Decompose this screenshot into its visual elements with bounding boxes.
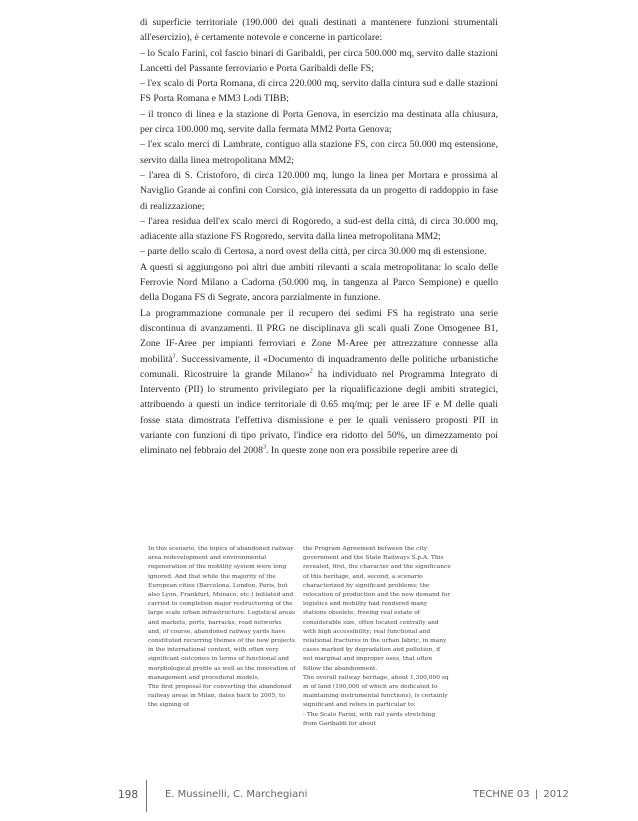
body-paragraph: – l'area residua dell'ex scalo merci di Rogoredo, a sud-est della città, di circa 30.000 mq, adiacente alla stazione FS Rogoredo, servita dalla linea metropolitana MM2; xyxy=(140,215,498,243)
footer-divider xyxy=(146,780,147,812)
footnote-ref[interactable]: 2 xyxy=(309,368,313,375)
body-paragraph: – l'area di S. Cristoforo, di circa 120.000 mq, lungo la linea per Mortara e prossima al Naviglio Grande ai confini con Corsico, già interessata da un progetto di raddoppio in fase di realizzazione; xyxy=(140,169,498,212)
footer-authors: E. Mussinelli, C. Marchegiani xyxy=(165,789,308,800)
summary-paragraph: The overall railway heritage, about 1,300,000 sq m of land (190,000 of which are dedicated to maintaining instrumental functions), is certainly significant and refers in particular to: xyxy=(303,674,449,709)
text-run: La programmazione comunale per il recupero dei sedimi FS ha registrato una serie discontinua di avanzamenti. Il PRG ne disciplinava gli scali quali Zone Omogenee B1, Zone IF-Aree per impianti ferroviari e Zone M-Aree per attrezzature connesse alla mobilità xyxy=(140,307,498,365)
journal-separator: | xyxy=(534,789,539,800)
main-body-text xyxy=(140,15,498,459)
journal-year: 2012 xyxy=(543,789,569,800)
footnote-ref[interactable]: 3 xyxy=(262,445,266,452)
summary-paragraph: the Program Agreement between the city government and the State Railways S.p.A. This revealed, first, the character and the significance of this heritage, and, second, a scenario characterized by significant problems; the relocation of production and the new demand for logistics and mobility had rendered many stations obsolete, freeing real estate of considerable size, often located centrally and with high accessibility; real functional and relational fractures in the urban fabric, in many cases marked by degradation and pollution, if not marginal and improper uses, that often follow the abandonment. xyxy=(303,546,451,672)
footnote-ref[interactable]: 1 xyxy=(172,353,176,360)
text-run: . In queste zone non era possibile reperire aree di xyxy=(265,445,459,457)
body-paragraph: – l'ex scalo merci di Lambrate, contiguo alla stazione FS, con circa 50.000 mq estensione, servito dalla linea metropolitana MM2; xyxy=(140,139,498,166)
english-summary-right-column xyxy=(303,545,451,729)
body-paragraph: A questi si aggiungono poi altri due ambiti rilevanti a scala metropolitana: lo scalo delle Ferrovie Nord Milano a Cadorna (50.000 mq, in tangenza al Parco Sempione) e quello della Dogana FS di Segrate, ancora parzialmente in funzione. xyxy=(140,261,498,304)
body-paragraph: – l'ex scalo di Porta Romana, di circa 220.000 mq, servito dalla cintura sud e dalle stazioni FS Porta Romana e MM3 Lodi TIBB; xyxy=(140,78,498,105)
journal-name: TECHNE xyxy=(473,789,514,800)
page-footer xyxy=(0,777,638,817)
body-paragraph: di superficie territoriale (190.000 dei quali destinati a mantenere funzioni strumentali all'esercizio), è certamente notevole e concerne in particolare: xyxy=(140,17,498,44)
page-number: 198 xyxy=(118,789,139,801)
summary-paragraph: - The Scalo Farini, with rail yards stretching from Garibaldi for about xyxy=(303,711,436,727)
journal-issue: 03 xyxy=(516,789,530,800)
english-summary-left-column xyxy=(148,545,296,711)
text-run: . Successivamente, il «Documento di inquadramento delle politiche urbanistiche comunali. Ricostruire la grande Milano» xyxy=(140,353,498,380)
footer-journal xyxy=(473,789,569,800)
body-paragraph-last xyxy=(140,306,498,459)
body-paragraph: – parte dello scalo di Certosa, a nord ovest della città, per circa 30.000 mq di estensione. xyxy=(140,246,487,258)
summary-paragraph: The first proposal for converting the abandoned railway areas in Milan, dates back to 2005, to the signing of xyxy=(148,684,292,709)
body-paragraph: – lo Scalo Farini, col fascio binari di Garibaldi, per circa 500.000 mq, servito dalle stazioni Lancetti del Passante ferroviario e Porta Garibaldi delle FS; xyxy=(140,47,498,74)
summary-paragraph: In this scenario, the topics of abandoned railway area redevelopment and environmental regeneration of the mobility system were long ignored. And that while the majority of the European cities (Barcelona, London, Paris, but also Lyon, Frankfurt, Monaco, etc.) initiated and carried to completion major restructuring of the large scale urban infrastructure. Logistical areas and markets, ports, barracks, road networks and, of course, abandoned railway yards have constituted recurring themes of the new projects in the international context, with often very significant outcomes in terms of functional and morphological profile as well as the innovation of management and procedural models. xyxy=(148,546,296,681)
text-run: ha individuato nel Programma Integrato di Intervento (PII) lo strumento privilegiato per la riqualificazione degli ambiti strategici, attribuendo a questi un indice territoriale di 0.65 mq/mq; per le aree IF e M delle quali fosse stata dimostrata l'effettiva dismissione e per le quali venissero proposti PII in variante con funzioni di tipo privato, l'indice era ridotto del 50%, un dimezzamento poi eliminato nel febbraio del 2008 xyxy=(140,368,498,457)
body-paragraph: – il tronco di linea e la stazione di Porta Genova, in esercizio ma destinata alla chiusura, per circa 100.000 mq, servite dalla fermata MM2 Porta Genova; xyxy=(140,108,498,136)
